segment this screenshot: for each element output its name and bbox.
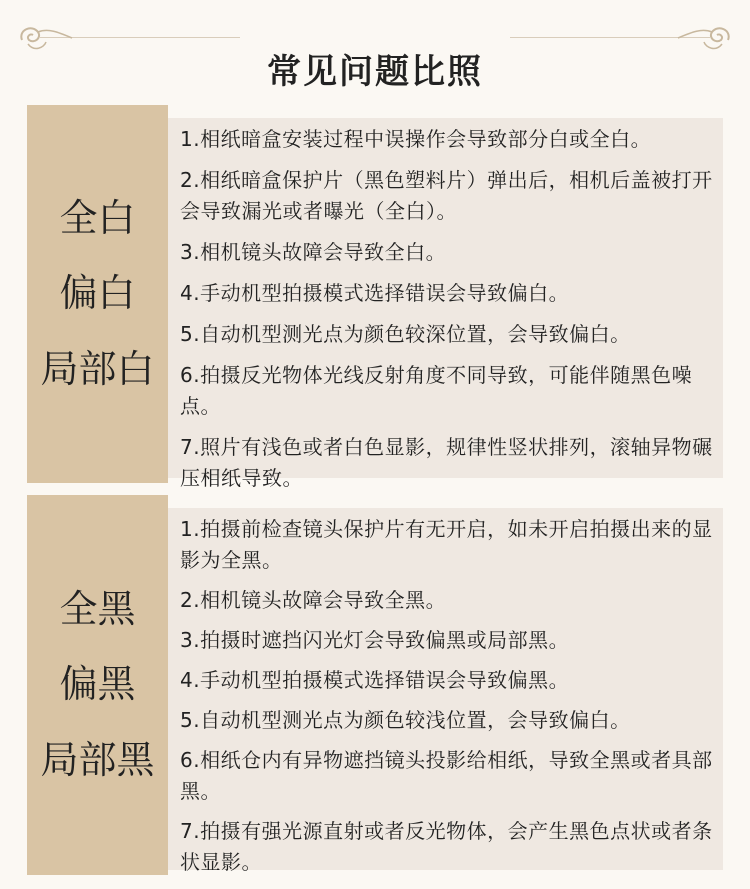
list-item: 7.拍摄有强光源直射或者反光物体，会产生黑色点状或者条状显影。 bbox=[180, 819, 713, 874]
list-item: 4.手动机型拍摄模式选择错误会导致偏黑。 bbox=[180, 668, 570, 692]
label-local-white: 局部白 bbox=[40, 346, 155, 391]
list-item: 5.自动机型测光点为颜色较浅位置，会导致偏白。 bbox=[180, 708, 631, 732]
label-partial-white: 偏白 bbox=[59, 271, 136, 316]
page-title: 常见问题比照 bbox=[267, 52, 483, 92]
label-local-black: 局部黑 bbox=[40, 737, 155, 782]
list-item: 7.照片有浅色或者白色显影，规律性竖状排列，滚轴异物碾压相纸导致。 bbox=[180, 435, 713, 490]
list-item: 5.自动机型测光点为颜色较深位置，会导致偏白。 bbox=[180, 322, 631, 346]
list-item: 3.相机镜头故障会导致全白。 bbox=[180, 240, 447, 264]
section-black-items bbox=[168, 508, 723, 874]
section-black-labels bbox=[27, 495, 168, 875]
section-black bbox=[27, 495, 723, 875]
section-white-items bbox=[168, 118, 723, 490]
list-item: 1.拍摄前检查镜头保护片有无开启，如未开启拍摄出来的显影为全黑。 bbox=[180, 517, 713, 572]
list-item: 1.相纸暗盒安装过程中误操作会导致部分白或全白。 bbox=[180, 127, 652, 151]
list-item: 6.相纸仓内有异物遮挡镜头投影给相纸，导致全黑或者具部黑。 bbox=[180, 748, 713, 803]
label-all-white: 全白 bbox=[59, 195, 136, 240]
section-white-labels bbox=[27, 105, 168, 483]
list-item: 3.拍摄时遮挡闪光灯会导致偏黑或局部黑。 bbox=[180, 628, 570, 652]
label-partial-black: 偏黑 bbox=[59, 662, 136, 707]
section-white bbox=[27, 105, 723, 490]
list-item: 4.手动机型拍摄模式选择错误会导致偏白。 bbox=[180, 281, 570, 305]
list-item: 2.相纸暗盒保护片（黑色塑料片）弹出后，相机后盖被打开会导致漏光或者曝光（全白）。 bbox=[180, 168, 713, 223]
list-item: 2.相机镜头故障会导致全黑。 bbox=[180, 588, 447, 612]
label-all-black: 全黑 bbox=[59, 586, 136, 631]
list-item: 6.拍摄反光物体光线反射角度不同导致，可能伴随黑色噪点。 bbox=[180, 363, 693, 418]
